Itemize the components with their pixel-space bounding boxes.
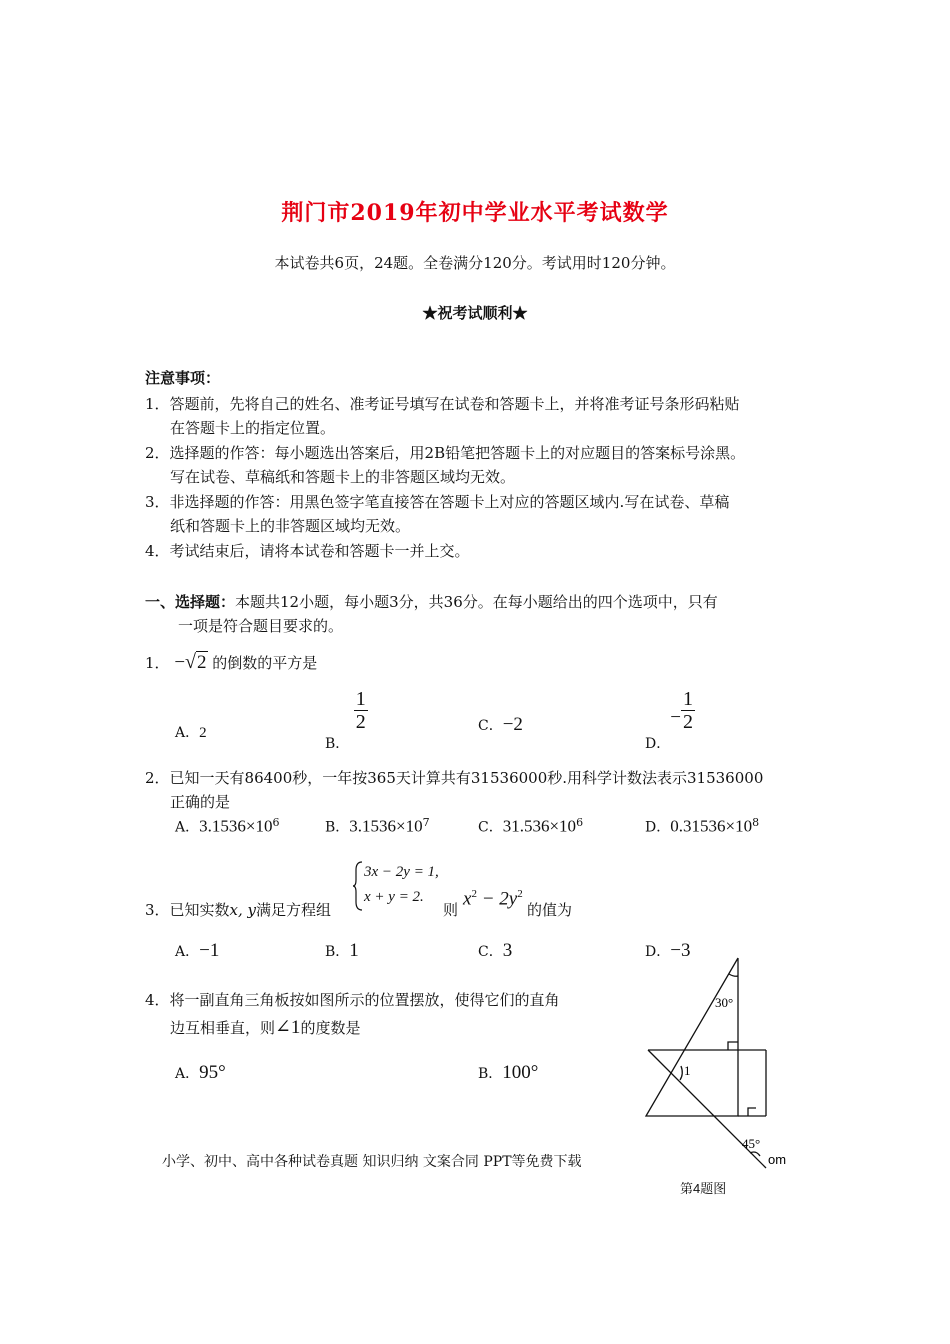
option-value: 2 [199,725,207,741]
q2-option-c[interactable] [478,816,583,837]
q4-figure [640,950,800,1175]
note-3-line1: 3．非选择题的作答：用黑色签字笔直接答在答题卡上对应的答题区域内.写在试卷、草稿 [145,493,730,511]
option-label: A． [175,819,200,836]
option-exponent: 8 [752,816,760,829]
option-mantissa: 3.1536×10 [349,816,423,836]
q3-then: 则 [443,901,459,919]
q2-option-a[interactable] [175,816,279,837]
option-mantissa: 31.536×10 [502,816,577,836]
q1-sqrt: √2 [185,651,207,673]
notes-heading: 注意事项： [145,369,221,387]
option-label: D． [645,944,671,960]
note-2-line2: 写在试卷、草稿纸和答题卡上的非答题区域均无效。 [170,468,516,486]
fraction-numerator: 1 [355,688,366,710]
option-label: D． [645,819,671,836]
option-value: −2 [502,714,523,735]
option-value: 95° [199,1062,226,1083]
option-label: C． [478,819,503,836]
option-label: C． [478,718,503,734]
option-label: D． [645,735,671,752]
option-exponent: 7 [422,816,430,829]
q1-expression [174,652,212,673]
section1-desc2: 一项是符合题目要求的。 [178,617,344,635]
option-label: B． [478,1066,503,1082]
section1-intro [145,590,718,614]
q2-line1: 2．已知一天有86400秒，一年按365天计算共有31536000秒.用科学计数法表示31536000 [145,769,764,787]
q1-option-d[interactable] [645,688,695,752]
label-30: 30° [715,995,734,1010]
q4-line1: 4．将一副直角三角板按如图所示的位置摆放，使得它们的直角 [145,991,560,1009]
fraction [354,688,368,733]
exam-wish: ★祝考试顺利★ [422,304,528,322]
q1-option-c[interactable] [478,714,523,736]
fraction-numerator: 1 [682,688,693,710]
fraction-denominator: 2 [355,711,366,733]
q1-option-a[interactable] [175,722,207,742]
q3-exp-2: 2 [517,888,523,900]
option-value: 1 [349,940,359,961]
q4-figure-caption: 第4题图 [680,1181,727,1196]
option-value: −1 [199,940,220,961]
q3-eq2: x + y = 2. [364,889,424,905]
q3-suffix: 的值为 [527,901,573,919]
option-exponent: 6 [272,816,280,829]
label-1: 1 [684,1063,691,1078]
note-2-line1: 2．选择题的作答：每小题选出答案后，用2B铅笔把答题卡上的对应题目的答案标号涂黑。 [145,444,746,462]
right-angle-mark-top [728,1042,738,1050]
option-label: C． [478,944,503,960]
option-label: B． [325,944,350,960]
q4-option-b[interactable] [478,1062,538,1084]
option-value: 3 [502,940,513,961]
q2-option-d[interactable] [645,816,759,837]
q3-eq1: 3x − 2y = 1, [364,864,439,880]
label-45: 45° [742,1136,761,1151]
option-exponent: 6 [576,816,584,829]
q3-prefix [145,898,331,922]
q4-option-a[interactable] [175,1062,226,1084]
q4-line2-post: 的度数是 [300,1019,361,1037]
option-minus: − [670,706,681,728]
q4-line2 [170,1016,360,1040]
q3-vars: x, y [229,901,257,919]
q1-option-b[interactable] [325,688,368,752]
note-4-line1: 4．考试结束后，请将本试卷和答题卡一并上交。 [145,542,470,560]
option-value: −3 [670,940,691,961]
q2-option-b[interactable] [325,816,430,837]
option-label: B． [325,819,350,836]
q3-target-y: − 2y [481,888,518,910]
option-mantissa: 0.31536×10 [670,816,753,836]
fraction [681,688,695,733]
angle-arc-30 [729,974,738,976]
fraction-denominator: 2 [682,711,693,733]
note-1-line2: 在答题卡上的指定位置。 [170,419,336,437]
exam-title: 荆门市2019年初中学业水平考试数学 [281,200,669,226]
q3-option-b[interactable] [325,940,359,962]
q4-angle-symbol: ∠1 [275,1017,301,1038]
option-label: B． [325,735,350,752]
q3-exp-1: 2 [471,888,477,900]
option-value: 100° [502,1062,539,1083]
q3-target [463,888,523,910]
q4-line2-pre: 边互相垂直，则 [170,1019,276,1037]
option-label: A． [175,1066,200,1082]
note-1-line1: 1．答题前，先将自己的姓名、准考证号填写在试卷和答题卡上，并将准考证号条形码粘贴 [145,395,740,413]
footer-ad[interactable]: 小学、初中、高中各种试卷真题 知识归纳 文案合同 PPT等免费下载 [162,1154,582,1170]
q2-line2: 正确的是 [170,793,231,811]
q1-number: 1． [145,654,170,672]
q3-option-c[interactable] [478,940,512,962]
q3-option-a[interactable] [175,940,219,962]
label-om: om [768,1152,787,1167]
q3-brace [352,860,364,912]
q3-mid-text: 满足方程组 [256,901,332,919]
q3-prefix-text: 3．已知实数 [145,901,230,919]
angle-arc-1 [680,1066,682,1080]
q1-text: 的倒数的平方是 [212,654,318,672]
q1-minus: − [174,652,186,673]
option-mantissa: 3.1536×10 [199,816,273,836]
right-angle-mark-bottom [748,1108,756,1116]
section1-label: 一、选择题： [145,593,236,611]
q1-stem [145,650,317,675]
option-label: A． [175,725,200,741]
section1-desc1: 本题共12小题，每小题3分，共36分。在每小题给出的四个选项中，只有 [235,593,718,611]
q3-target-x: x [463,888,472,910]
option-label: A． [175,944,200,960]
exam-subtitle: 本试卷共6页，24题。全卷满分120分。考试用时120分钟。 [274,254,676,272]
note-3-line2: 纸和答题卡上的非答题区域均无效。 [170,517,411,535]
triangle-30 [646,958,738,1116]
q1-radicand: 2 [197,652,207,673]
